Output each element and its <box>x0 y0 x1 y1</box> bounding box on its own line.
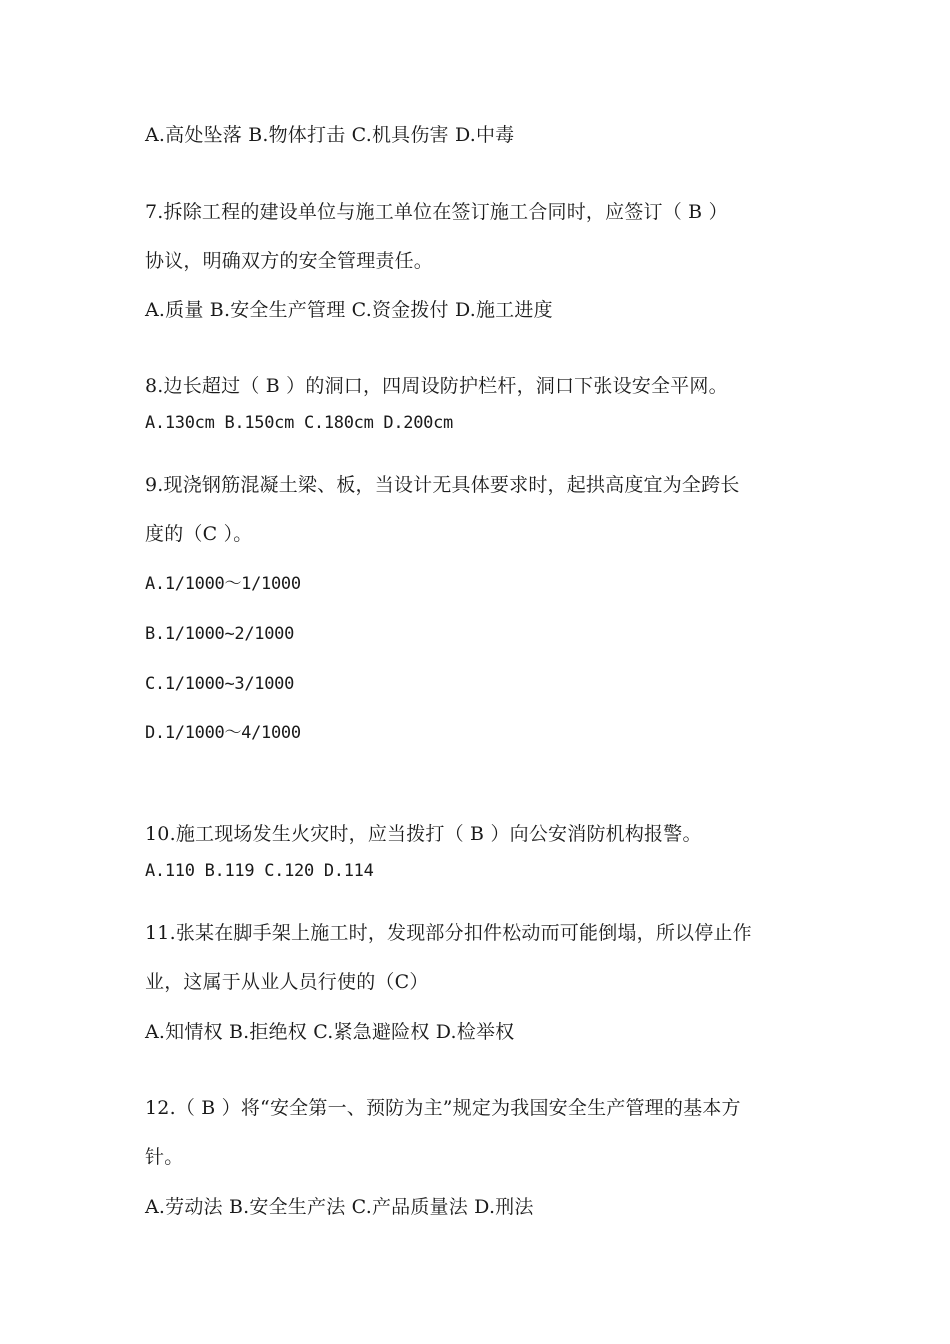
q12-stem-line1: 12.（ B ）将“安全第一、预防为主”规定为我国安全生产管理的基本方 <box>145 1097 741 1119</box>
q9-stem-line1: 9.现浇钢筋混凝土梁、板，当设计无具体要求时，起拱高度宜为全跨长 <box>145 474 740 496</box>
q11-options: A.知情权 B.拒绝权 C.紧急避险权 D.检举权 <box>145 1021 515 1043</box>
q7-stem-line1: 7.拆除工程的建设单位与施工单位在签订施工合同时，应签订（ B ） <box>145 201 728 223</box>
q9-stem-line2: 度的（C ）。 <box>145 523 253 545</box>
q11-stem-line2: 业，这属于从业人员行使的（C） <box>145 971 429 993</box>
q10-stem: 10.施工现场发生火灾时，应当拨打（ B ）向公安消防机构报警。 <box>145 823 702 845</box>
q9-option-d: D.1/1000～4/1000 <box>145 723 301 743</box>
q6-options: A.高处坠落 B.物体打击 C.机具伤害 D.中毒 <box>145 124 515 146</box>
q10-options: A.110 B.119 C.120 D.114 <box>145 861 374 881</box>
q7-stem-line2: 协议，明确双方的安全管理责任。 <box>145 250 434 272</box>
q11-stem-line1: 11.张某在脚手架上施工时，发现部分扣件松动而可能倒塌，所以停止作 <box>145 922 752 944</box>
q8-stem: 8.边长超过（ B ）的洞口，四周设防护栏杆，洞口下张设安全平网。 <box>145 375 728 397</box>
q12-options: A.劳动法 B.安全生产法 C.产品质量法 D.刑法 <box>145 1196 534 1218</box>
q9-option-b: B.1/1000~2/1000 <box>145 624 295 644</box>
q12-stem-line2: 针。 <box>145 1146 184 1168</box>
q7-options: A.质量 B.安全生产管理 C.资金拨付 D.施工进度 <box>145 299 553 321</box>
q8-options: A.130cm B.150cm C.180cm D.200cm <box>145 413 453 433</box>
q9-option-a: A.1/1000～1/1000 <box>145 574 301 594</box>
q9-option-c: C.1/1000~3/1000 <box>145 674 295 694</box>
